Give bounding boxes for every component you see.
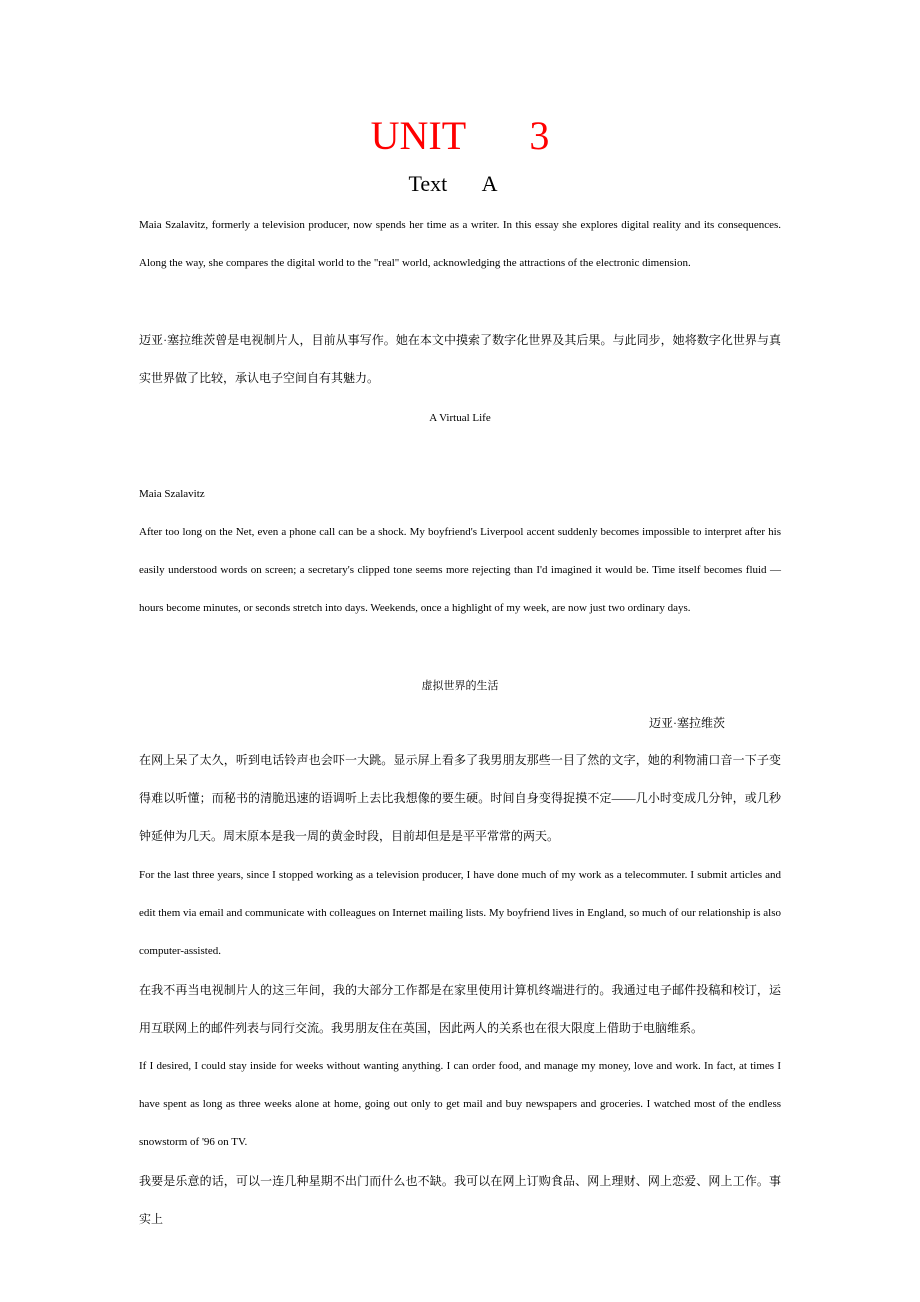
- paragraph-2-en: For the last three years, since I stopped working as a television producer, I have done much of my work as a telecommuter. I submit articles and edit them via email and communicate with colleagues on Internet mailing lists. My boyfriend lives in England, so much of our relationship is also computer-assisted.: [139, 869, 781, 957]
- intro-paragraph-en: Maia Szalavitz, formerly a television producer, now spends her time as a writer. In this essay she explores digital reality and its consequences. Along the way, she compares the digital world to the "real" world, acknowledging the attractions of the electronic dimension.: [139, 219, 781, 269]
- paragraph-1-zh: 在网上呆了太久，听到电话铃声也会吓一大跳。显示屏上看多了我男朋友那些一目了然的文字，她的利物浦口音一下子变得难以听懂；而秘书的清脆迅速的语调听上去比我想像的要生硬。时间自身变得捉摸不定——几小时变成几分钟，或几秒钟延伸为几天。周末原本是我一周的黄金时段，目前却但是是平平常常的两天。: [139, 753, 781, 843]
- text-title: Text A: [408, 171, 498, 196]
- article-title-en: A Virtual Life: [429, 412, 491, 424]
- paragraph-3-zh: 我要是乐意的话，可以一连几种星期不出门而什么也不缺。我可以在网上订购食品、网上理财、网上恋爱、网上工作。事实上: [139, 1174, 781, 1226]
- paragraph-1-en: After too long on the Net, even a phone call can be a shock. My boyfriend's Liverpool accent suddenly becomes impossible to interpret after his easily understood words on screen; a secretary's clipped tone seems more rejecting than I'd imagined it would be. Time itself becomes fluid — hours become minutes, or seconds stretch into days. Weekends, once a highlight of my week, are now just two ordinary days.: [139, 526, 781, 614]
- paragraph-3-en: If I desired, I could stay inside for weeks without wanting anything. I can order food, and manage my money, love and work. In fact, at times I have spent as long as three weeks alone at home, going out only to get mail and buy newspapers and groceries. I watched most of the endless snowstorm of '96 on TV.: [139, 1060, 781, 1148]
- author-name-zh: 迈亚·塞拉维茨: [649, 716, 725, 730]
- article-title-zh: 虚拟世界的生活: [421, 680, 499, 692]
- paragraph-2-zh: 在我不再当电视制片人的这三年间，我的大部分工作都是在家里使用计算机终端进行的。我通过电子邮件投稿和校订，运用互联网上的邮件列表与同行交流。我男朋友住在英国，因此两人的关系也在很大限度上借助于电脑维系。: [139, 983, 781, 1035]
- unit-title: UNIT 3: [370, 113, 550, 158]
- author-name-en: Maia Szalavitz: [139, 488, 205, 500]
- intro-paragraph-zh: 迈亚·塞拉维茨曾是电视制片人，目前从事写作。她在本文中摸索了数字化世界及其后果。与此同步，她将数字化世界与真实世界做了比较，承认电子空间自有其魅力。: [139, 333, 781, 385]
